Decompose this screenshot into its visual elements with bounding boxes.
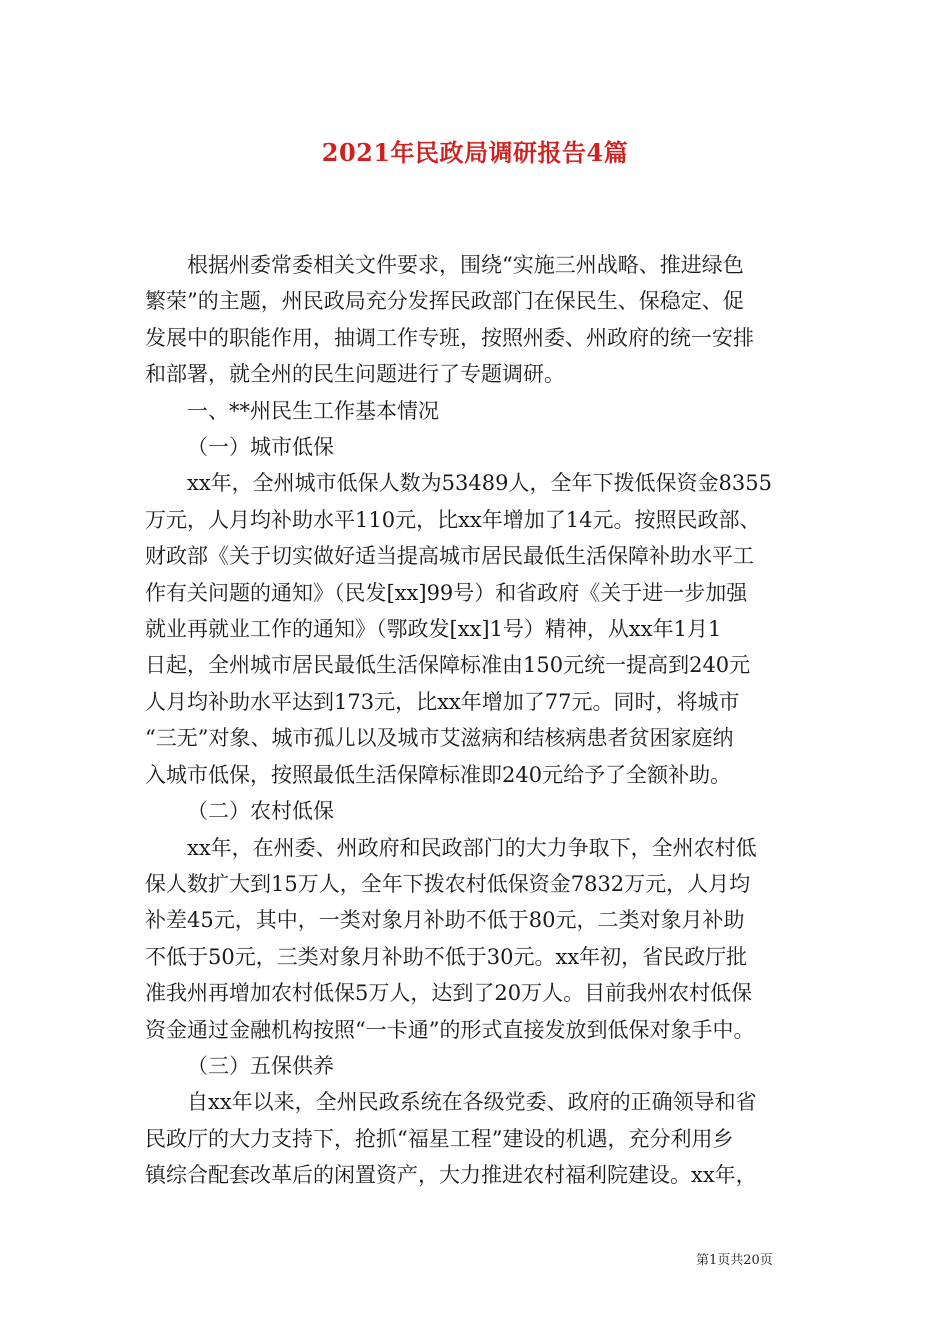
text-line: 自xx年以来，全州民政系统在各级党委、政府的正确领导和省 <box>187 1090 757 1115</box>
text-line: 不低于50元，三类对象月补助不低于30元。xx年初，省民政厅批 <box>145 944 748 969</box>
text-line: 发展中的职能作用，抽调工作专班，按照州委、州政府的统一安排 <box>145 325 754 350</box>
text-line: （三）五保供养 <box>187 1053 334 1078</box>
body-paragraph <box>145 247 810 393</box>
document-title: 2021年民政局调研报告4篇 <box>321 138 629 167</box>
text-line: xx年，在州委、州政府和民政部门的大力争取下，全州农村低 <box>187 835 757 860</box>
section-heading <box>145 429 810 465</box>
text-line: 作有关问题的通知》（民发[xx]99号）和省政府《关于进一步加强 <box>145 580 748 605</box>
text-line: 万元，人月均补助水平110元，比xx年增加了14元。按照民政部、 <box>145 507 761 532</box>
text-line: 镇综合配套改革后的闲置资产，大力推进农村福利院建设。xx年， <box>145 1163 757 1188</box>
section-heading <box>145 393 810 429</box>
text-line: 补差45元，其中，一类对象月补助不低于80元，二类对象月补助 <box>145 908 745 933</box>
text-line: 和部署，就全州的民生问题进行了专题调研。 <box>145 362 565 387</box>
document-body <box>145 247 810 1194</box>
text-line: 繁荣”的主题，州民政局充分发挥民政部门在保民生、保稳定、促 <box>145 289 744 314</box>
section-heading <box>145 793 810 829</box>
text-line: “三无”对象、城市孤儿以及城市艾滋病和结核病患者贫困家庭纳 <box>145 726 734 751</box>
section-heading <box>145 1048 810 1084</box>
text-line: 一、**州民生工作基本情况 <box>187 398 439 423</box>
text-line: 人月均补助水平达到173元，比xx年增加了77元。同时，将城市 <box>145 689 740 714</box>
text-line: 资金通过金融机构按照“一卡通”的形式直接发放到低保对象手中。 <box>145 1017 755 1042</box>
text-line: 保人数扩大到15万人，全年下拨农村低保资金7832万元，人月均 <box>145 871 751 896</box>
body-paragraph <box>145 1084 810 1193</box>
text-line: xx年，全州城市低保人数为53489人，全年下拨低保资金8355 <box>187 471 772 496</box>
text-line: 入城市低保，按照最低生活保障标准即240元给予了全额补助。 <box>145 762 732 787</box>
text-line: 财政部《关于切实做好适当提高城市居民最低生活保障补助水平工 <box>145 544 754 569</box>
page-number-footer: 第1页共20页 <box>696 1253 773 1268</box>
text-line: （一）城市低保 <box>187 435 334 460</box>
text-line: 就业再就业工作的通知》（鄂政发[xx]1号）精神，从xx年1月1 <box>145 617 722 642</box>
text-line: 日起，全州城市居民最低生活保障标准由150元统一提高到240元 <box>145 653 751 678</box>
body-paragraph <box>145 465 810 793</box>
text-line: 民政厅的大力支持下，抢抓“福星工程”建设的机遇，充分利用乡 <box>145 1126 734 1151</box>
text-line: （二）农村低保 <box>187 799 334 824</box>
body-paragraph <box>145 830 810 1048</box>
text-line: 根据州委常委相关文件要求，围绕“实施三州战略、推进绿色 <box>187 253 744 277</box>
text-line: 准我州再增加农村低保5万人，达到了20万人。目前我州农村低保 <box>145 981 753 1006</box>
